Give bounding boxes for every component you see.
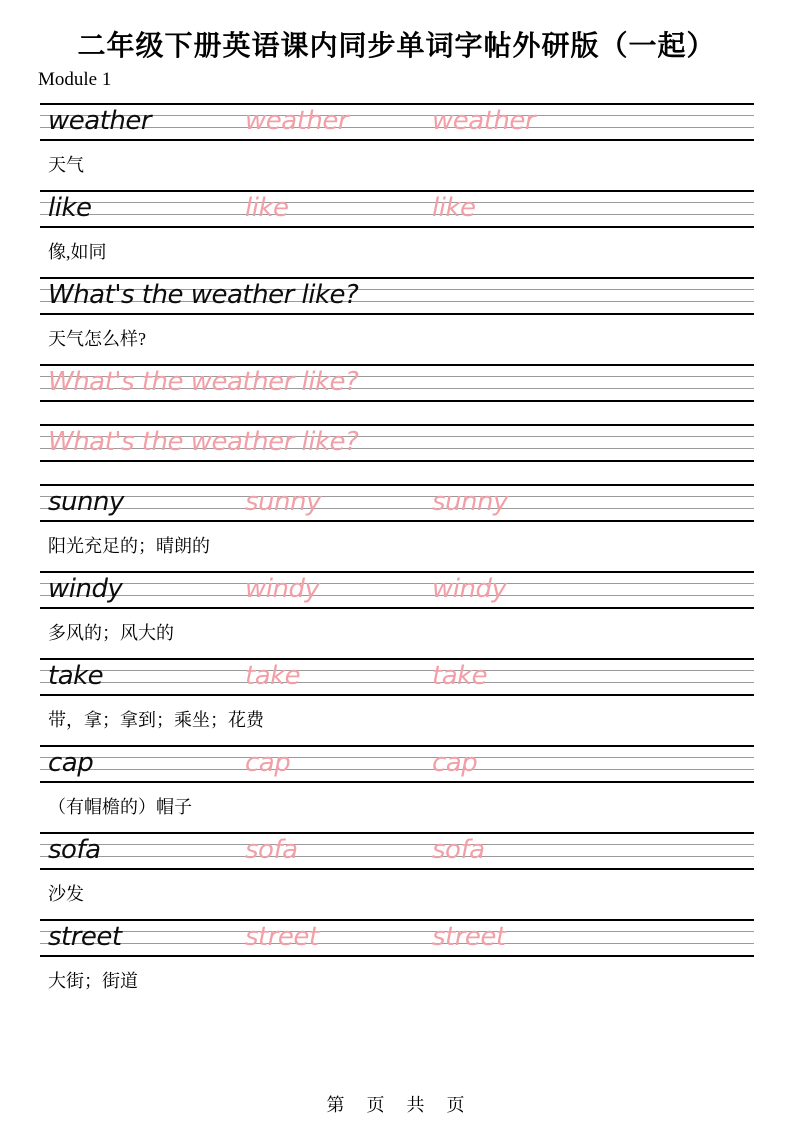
meaning-label: 天气怎么样? — [48, 329, 146, 349]
module-label: Module 1 — [38, 69, 112, 90]
page-title: 二年级下册英语课内同步单词字帖外研版（一起） — [77, 30, 716, 61]
meaning-label: 像,如同 — [48, 242, 107, 262]
word-label: sunny — [48, 487, 124, 517]
word-label: street — [48, 922, 122, 952]
practice-sheet — [40, 103, 754, 1006]
practice-grid-windy — [40, 571, 754, 609]
meaning-label: 多风的；风大的 — [48, 623, 174, 643]
meaning-label: 沙发 — [48, 884, 84, 904]
practice-grid-cap — [40, 745, 754, 783]
meaning-row — [40, 315, 754, 364]
trace-word: sofa — [432, 835, 485, 865]
trace-word: like — [432, 193, 476, 223]
trace-word: sofa — [245, 835, 298, 865]
word-label: cap — [48, 748, 94, 778]
practice-grid-street — [40, 919, 754, 957]
meaning-row — [40, 783, 754, 832]
footer-page-label: 第 页 共 页 — [326, 1095, 467, 1115]
trace-word: sunny — [432, 487, 508, 517]
meaning-label: 天气 — [48, 155, 84, 175]
word-label: take — [48, 661, 104, 691]
trace-word: weather — [245, 106, 349, 136]
meaning-row — [40, 870, 754, 919]
meaning-row — [40, 609, 754, 658]
trace-word: sunny — [245, 487, 321, 517]
blank-spacer — [40, 402, 754, 424]
word-label: weather — [48, 106, 152, 136]
trace-word: cap — [245, 748, 291, 778]
trace-word: like — [245, 193, 289, 223]
practice-grid-sentence-trace — [40, 364, 754, 402]
word-label: like — [48, 193, 92, 223]
meaning-row — [40, 522, 754, 571]
word-label: sofa — [48, 835, 101, 865]
practice-grid-sunny — [40, 484, 754, 522]
trace-sentence: What's the weather like? — [48, 367, 359, 397]
meaning-row — [40, 141, 754, 190]
practice-grid-like — [40, 190, 754, 228]
practice-grid-sofa — [40, 832, 754, 870]
meaning-row — [40, 696, 754, 745]
trace-word: take — [245, 661, 301, 691]
trace-word: take — [432, 661, 488, 691]
meaning-row — [40, 957, 754, 1006]
meaning-row — [40, 228, 754, 277]
practice-grid-sentence-trace — [40, 424, 754, 462]
trace-word: street — [245, 922, 319, 952]
practice-grid-take — [40, 658, 754, 696]
practice-grid-weather — [40, 103, 754, 141]
practice-grid-sentence — [40, 277, 754, 315]
sentence-label: What's the weather like? — [48, 280, 359, 310]
meaning-label: （有帽檐的）帽子 — [48, 797, 192, 817]
meaning-label: 大街；街道 — [48, 971, 138, 991]
blank-spacer — [40, 462, 754, 484]
trace-sentence: What's the weather like? — [48, 427, 359, 457]
trace-word: street — [432, 922, 506, 952]
meaning-label: 带，拿；拿到；乘坐；花费 — [48, 710, 264, 730]
word-label: windy — [48, 574, 123, 604]
trace-word: windy — [245, 574, 320, 604]
trace-word: cap — [432, 748, 478, 778]
trace-word: windy — [432, 574, 507, 604]
trace-word: weather — [432, 106, 536, 136]
meaning-label: 阳光充足的；晴朗的 — [48, 536, 210, 556]
